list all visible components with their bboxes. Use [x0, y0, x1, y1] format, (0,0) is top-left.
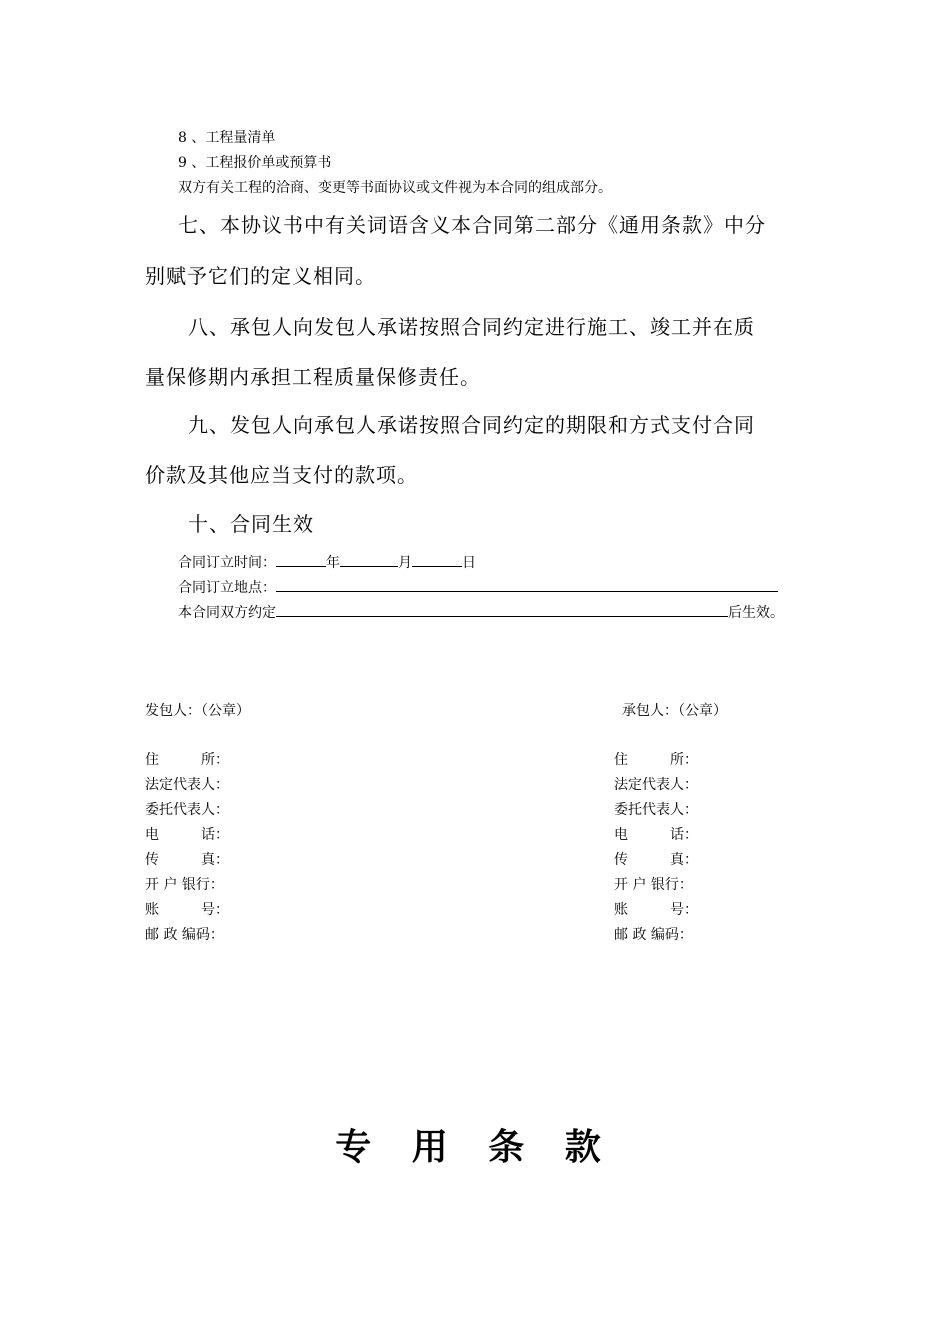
- employer-fields: [145, 751, 229, 951]
- signing-time-row: [178, 552, 476, 572]
- attachment-note: 双方有关工程的洽商、变更等书面协议或文件视为本合同的组成部分。: [178, 180, 612, 196]
- employer-fax-label: 传 真：: [145, 852, 229, 868]
- agreed-prefix: 本合同双方约定: [178, 605, 276, 621]
- employer-address-label: 住 所：: [145, 752, 229, 768]
- month-blank[interactable]: [340, 552, 398, 567]
- year-label: 年: [326, 555, 340, 571]
- contractor-phone-label: 电 话：: [614, 827, 698, 843]
- signing-place-blank[interactable]: [276, 577, 778, 592]
- signing-time-label: 合同订立时间：: [178, 555, 276, 571]
- year-blank[interactable]: [276, 552, 326, 567]
- employer-legal-rep-label: 法定代表人：: [145, 777, 229, 793]
- month-label: 月: [398, 555, 412, 571]
- contractor-authorized-rep-label: 委托代表人：: [614, 802, 698, 818]
- agreed-suffix: 后生效。: [728, 605, 784, 621]
- contractor-bank-label: 开 户 银行：: [614, 877, 693, 893]
- agreed-condition-blank[interactable]: [276, 602, 728, 617]
- contractor-legal-rep-label: 法定代表人：: [614, 777, 698, 793]
- attachment-item-9: 9 、工程报价单或预算书: [178, 155, 332, 171]
- clause-nine-line1: 九、发包人向承包人承诺按照合同约定的期限和方式支付合同: [188, 413, 755, 437]
- clause-eight-line1: 八、承包人向发包人承诺按照合同约定进行施工、竣工并在质: [188, 315, 755, 339]
- day-label: 日: [462, 555, 476, 571]
- clause-ten: 十、合同生效: [188, 512, 314, 536]
- clause-eight-line2: 量保修期内承担工程质量保修责任。: [145, 365, 481, 389]
- employer-phone-label: 电 话：: [145, 827, 229, 843]
- day-blank[interactable]: [412, 552, 462, 567]
- signing-place-row: [178, 577, 778, 597]
- clause-seven-line2: 别赋予它们的定义相同。: [145, 264, 376, 288]
- employer-postcode-label: 邮 政 编码：: [145, 927, 224, 943]
- employer-title: 发包人：（公章）: [145, 703, 250, 719]
- contractor-postcode-label: 邮 政 编码：: [614, 927, 693, 943]
- special-terms-title: 专 用 条 款: [335, 1126, 615, 1168]
- contractor-address-label: 住 所：: [614, 752, 698, 768]
- contractor-fax-label: 传 真：: [614, 852, 698, 868]
- employer-account-label: 账 号：: [145, 902, 229, 918]
- employer-bank-label: 开 户 银行：: [145, 877, 224, 893]
- signing-place-label: 合同订立地点：: [178, 580, 276, 596]
- employer-authorized-rep-label: 委托代表人：: [145, 802, 229, 818]
- attachment-item-8: 8 、工程量清单: [178, 130, 276, 146]
- contractor-fields: [614, 751, 698, 951]
- contractor-title: 承包人：（公章）: [622, 703, 727, 719]
- contractor-account-label: 账 号：: [614, 902, 698, 918]
- clause-seven-line1: 七、本协议书中有关词语含义本合同第二部分《通用条款》中分: [178, 213, 766, 237]
- clause-nine-line2: 价款及其他应当支付的款项。: [145, 463, 418, 487]
- agreed-effective-row: [178, 602, 784, 622]
